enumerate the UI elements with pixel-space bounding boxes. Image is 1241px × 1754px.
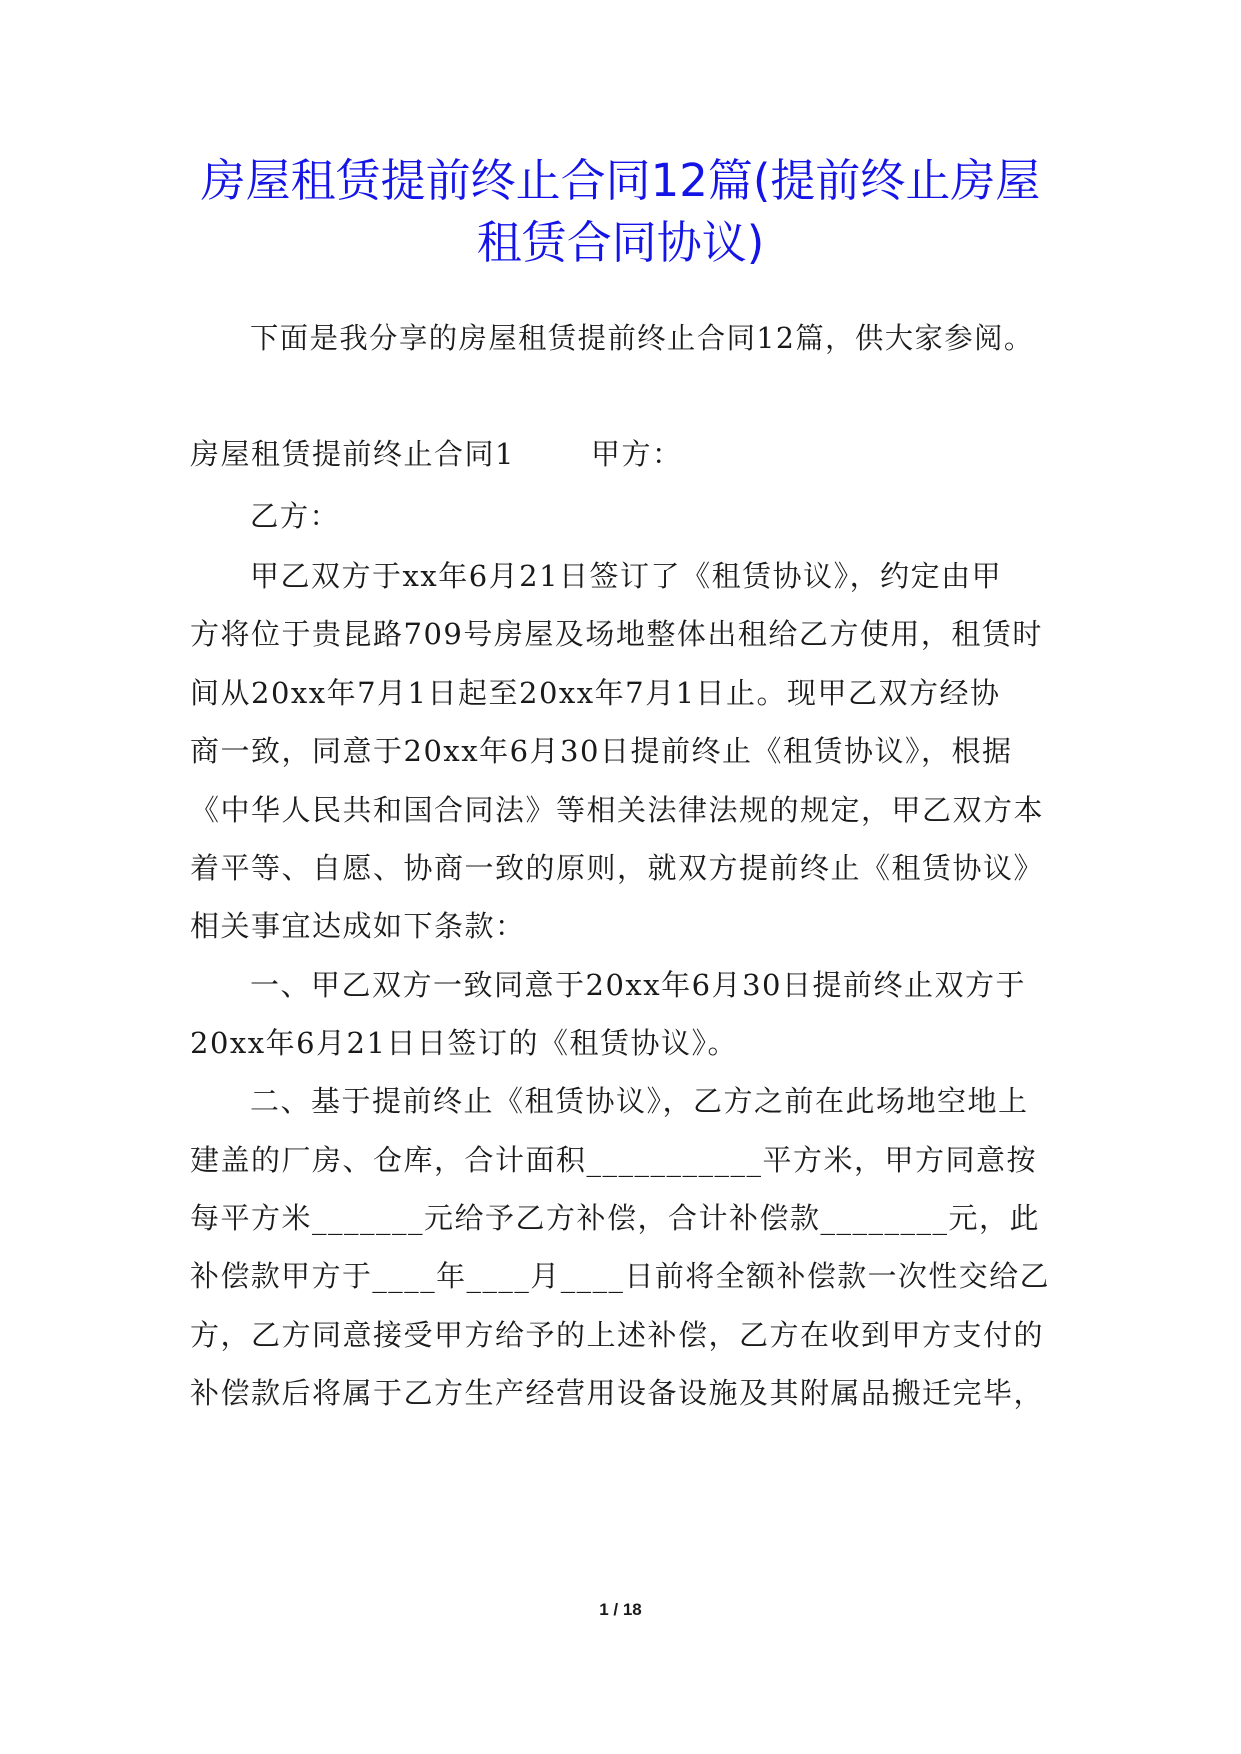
body-line: 《中华人民共和国合同法》等相关法律法规的规定，甲乙双方本 — [190, 793, 1045, 827]
body-line: 相关事宜达成如下条款： — [190, 909, 526, 943]
section-heading: 房屋租赁提前终止合同1 — [190, 437, 515, 471]
clause-2-line: 每平方米_______元给予乙方补偿，合计补偿款________元，此 — [190, 1201, 1041, 1235]
body-line: 间从20xx年7月1日起至20xx年7月1日止。现甲乙双方经协 — [190, 676, 1001, 710]
body-line: 方将位于贵昆路709号房屋及场地整体出租给乙方使用，租赁时 — [190, 617, 1043, 651]
title-line-1: 房屋租赁提前终止合同12篇(提前终止房屋 — [200, 154, 1041, 207]
document-title — [150, 150, 1091, 274]
clause-2-line: 建盖的厂房、仓库，合计面积___________平方米，甲方同意按 — [190, 1143, 1038, 1177]
clause-1-line: 20xx年6月21日日签订的《租赁协议》。 — [190, 1026, 738, 1060]
clause-2-line: 补偿款甲方于____年____月____日前将全额补偿款一次性交给乙 — [190, 1259, 1050, 1293]
clause-2-line: 方，乙方同意接受甲方给予的上述补偿，乙方在收到甲方支付的 — [190, 1318, 1045, 1352]
clause-1-line: 一、甲乙双方一致同意于20xx年6月30日提前终止双方于 — [250, 968, 1026, 1002]
clause-2-line: 二、基于提前终止《租赁协议》，乙方之前在此场地空地上 — [250, 1084, 1029, 1118]
party-a-label: 甲方： — [590, 437, 683, 471]
party-b-label: 乙方： — [250, 499, 340, 533]
section-heading-row — [190, 434, 1050, 474]
page-number: 1 / 18 — [599, 1600, 642, 1619]
body-line: 甲乙双方于xx年6月21日签订了《租赁协议》，约定由甲 — [250, 559, 1003, 593]
intro-paragraph: 下面是我分享的房屋租赁提前终止合同12篇，供大家参阅。 — [250, 321, 1034, 355]
clause-2-line: 补偿款后将属于乙方生产经营用设备设施及其附属品搬迁完毕， — [190, 1376, 1045, 1410]
title-line-2: 租赁合同协议) — [476, 216, 765, 269]
body-line: 着平等、自愿、协商一致的原则，就双方提前终止《租赁协议》 — [190, 851, 1045, 885]
body-line: 商一致，同意于20xx年6月30日提前终止《租赁协议》，根据 — [190, 734, 1013, 768]
